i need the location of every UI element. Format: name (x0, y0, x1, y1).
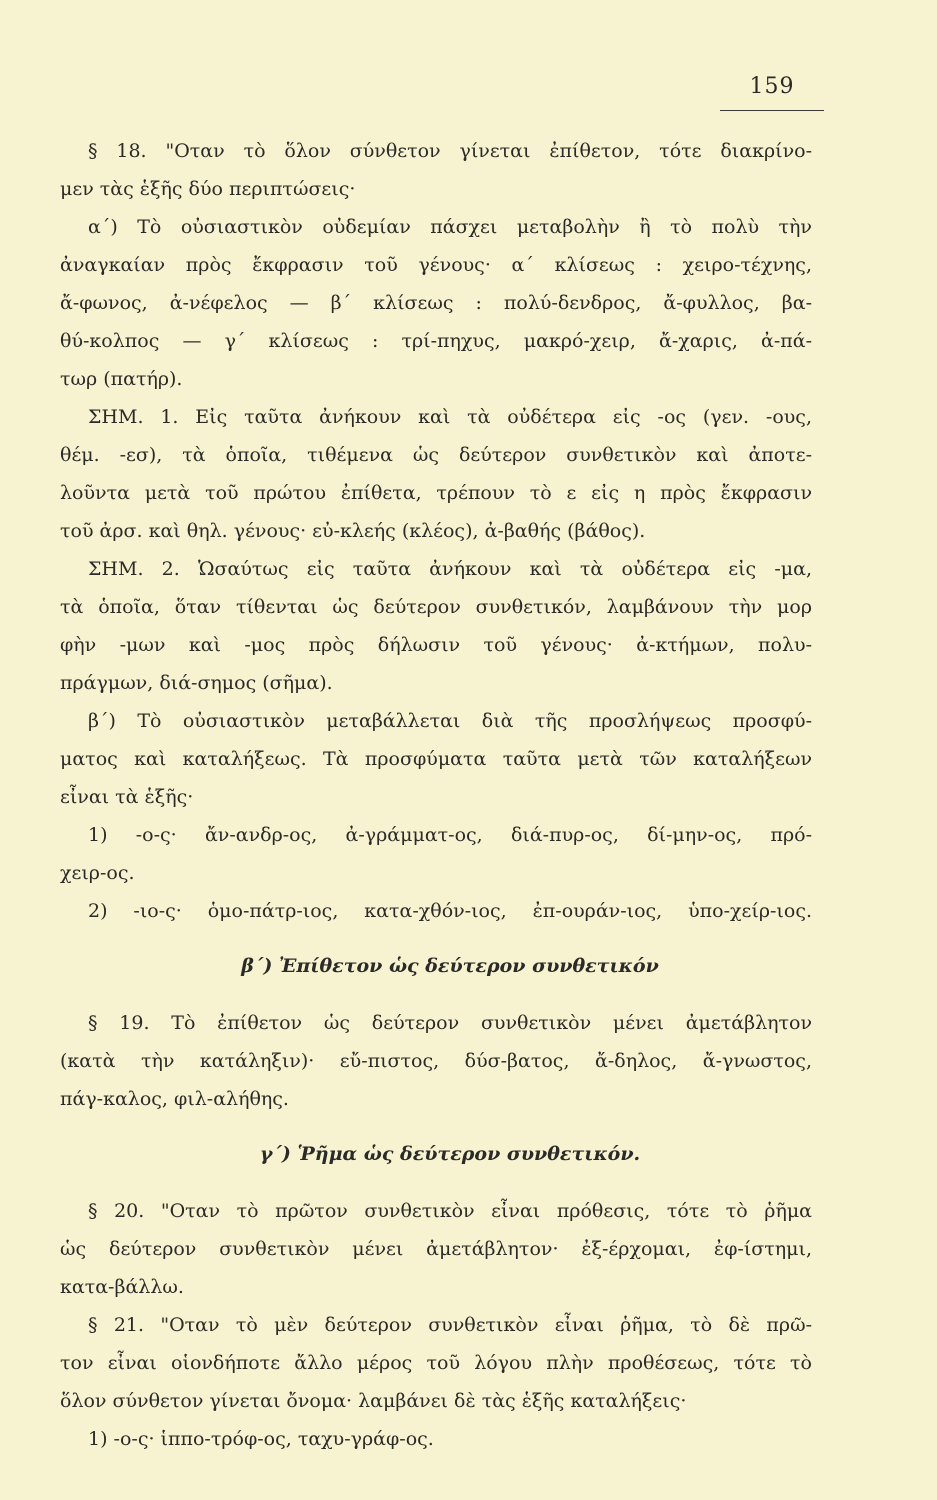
text-line: (κατὰ τὴν κατάληξιν)· εὔ-πιστος, δύσ-βατος, ἄ-δηλος, ἄ-γνωστος, (60, 1050, 812, 1072)
text-line: ὡς δεύτερον συνθετικὸν μένει ἀμετάβλητον· ἐξ-έρχομαι, ἐφ-ίστημι, (60, 1238, 812, 1260)
text-line: ὅλον σύνθετον γίνεται ὄνομα· λαμβάνει δὲ τὰς ἑξῆς καταλήξεις· (60, 1390, 687, 1412)
text-line: ΣΗΜ. 2. Ὡσαύτως εἰς ταῦτα ἀνήκουν καὶ τὰ οὐδέτερα εἰς -μα, (88, 558, 812, 580)
text-line: εἶναι τὰ ἑξῆς· (60, 786, 194, 808)
text-line: τωρ (πατήρ). (60, 368, 183, 390)
text-line: κατα-βάλλω. (60, 1276, 184, 1298)
text-line: χειρ-ος. (60, 862, 135, 884)
text-line: § 18. "Οταν τὸ ὅλον σύνθετον γίνεται ἐπίθετον, τότε διακρίνο- (88, 140, 812, 162)
section-heading: γ΄) Ῥῆμα ὡς δεύτερον συνθετικόν. (259, 1143, 641, 1165)
text-line: λοῦντα μετὰ τοῦ πρώτου ἐπίθετα, τρέπουν τὸ ε εἰς η πρὸς ἔκφρασιν (60, 482, 812, 504)
text-line: τον εἶναι οἱονδήποτε ἄλλο μέρος τοῦ λόγου πλὴν προθέσεως, τότε τὸ (60, 1352, 812, 1374)
text-line: β΄) Τὸ οὐσιαστικὸν μεταβάλλεται διὰ τῆς προσλήψεως προσφύ- (88, 710, 812, 732)
text-line: 1) -ο-ς· ἱππο-τρόφ-ος, ταχυ-γράφ-ος. (88, 1428, 434, 1450)
text-line: φὴν -μων καὶ -μος πρὸς δήλωσιν τοῦ γένους· ἀ-κτήμων, πολυ- (60, 634, 812, 656)
text-line: α΄) Τὸ οὐσιαστικὸν οὐδεμίαν πάσχει μεταβολὴν ἢ τὸ πολὺ τὴν (88, 216, 812, 238)
text-line: μεν τὰς ἑξῆς δύο περιπτώσεις· (60, 178, 356, 200)
text-line: ἄ-φωνος, ἀ-νέφελος — β΄ κλίσεως : πολύ-δενδρος, ἄ-φυλλος, βα- (60, 292, 812, 314)
text-line: ΣΗΜ. 1. Εἰς ταῦτα ἀνήκουν καὶ τὰ οὐδέτερα εἰς -ος (γεν. -ους, (88, 406, 812, 428)
text-line: § 20. "Οταν τὸ πρῶτον συνθετικὸν εἶναι πρόθεσις, τότε τὸ ῥῆμα (88, 1200, 812, 1222)
text-line: πάγ-καλος, φιλ-αλήθης. (60, 1088, 289, 1110)
text-line: 2) -ιο-ς· ὁμο-πάτρ-ιος, κατα-χθόν-ιος, ἐπ-ουράν-ιος, ὑπο-χείρ-ιος. (88, 900, 812, 922)
text-line: τοῦ ἀρσ. καὶ θηλ. γένους· εὐ-κλεής (κλέος), ἀ-βαθής (βάθος). (60, 520, 646, 542)
text-line: 1) -ο-ς· ἄν-ανδρ-ος, ἀ-γράμματ-ος, διά-πυρ-ος, δί-μην-ος, πρό- (88, 824, 812, 846)
text-line: § 21. "Οταν τὸ μὲν δεύτερον συνθετικὸν εἶναι ῥῆμα, τὸ δὲ πρῶ- (88, 1314, 812, 1336)
page-number: 159 (749, 74, 795, 99)
text-line: τὰ ὁποῖα, ὅταν τίθενται ὡς δεύτερον συνθετικόν, λαμβάνουν τὴν μορ (60, 596, 812, 618)
text-line: πράγμων, διά-σημος (σῆμα). (60, 672, 333, 694)
section-heading: β΄) Ἐπίθετον ὡς δεύτερον συνθετικόν (241, 955, 659, 977)
text-line: θύ-κολπος — γ΄ κλίσεως : τρί-πηχυς, μακρό-χειρ, ἄ-χαρις, ἀ-πά- (60, 330, 812, 352)
page-number-rule (720, 110, 824, 111)
text-line: § 19. Τὸ ἐπίθετον ὡς δεύτερον συνθετικὸν μένει ἀμετάβλητον (88, 1012, 812, 1034)
text-line: θέμ. -εσ), τὰ ὁποῖα, τιθέμενα ὡς δεύτερον συνθετικὸν καὶ ἀποτε- (60, 444, 812, 466)
text-line: ἀναγκαίαν πρὸς ἔκφρασιν τοῦ γένους· α΄ κλίσεως : χειρο-τέχνης, (60, 254, 812, 276)
text-line: ματος καὶ καταλήξεως. Τὰ προσφύματα ταῦτα μετὰ τῶν καταλήξεων (60, 748, 812, 770)
